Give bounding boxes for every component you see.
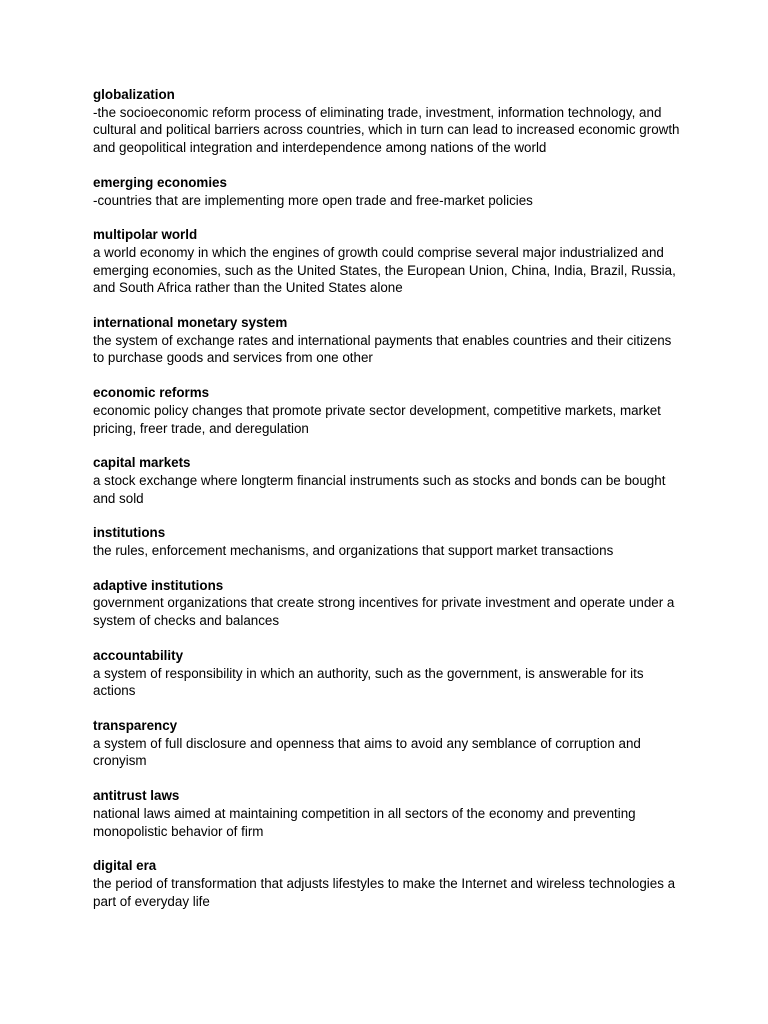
glossary-entry-transparency <box>93 717 683 770</box>
glossary-entry-institutions <box>93 524 683 559</box>
term-heading: institutions <box>93 525 166 541</box>
glossary-entry-economic-reforms <box>93 384 683 437</box>
term-definition: the system of exchange rates and international payments that enables countries and their citizens to purchase goods and services from one other <box>93 332 672 366</box>
term-definition: -countries that are implementing more open trade and free-market policies <box>93 192 533 208</box>
term-definition: a stock exchange where longterm financial instruments such as stocks and bonds can be bought and sold <box>93 472 666 506</box>
glossary-entry-adaptive-institutions <box>93 577 683 630</box>
term-heading: adaptive institutions <box>93 577 224 593</box>
term-heading: multipolar world <box>93 227 198 243</box>
term-definition: a system of responsibility in which an authority, such as the government, is answerable for its actions <box>93 665 644 699</box>
term-heading: accountability <box>93 647 184 663</box>
term-heading: digital era <box>93 858 157 874</box>
term-heading: globalization <box>93 87 175 102</box>
term-definition: -the socioeconomic reform process of eliminating trade, investment, information technology, and cultural and political barriers across countries, which in turn can lead to increased economic growth and geopolitical integration and interdependence among nations of the world <box>93 104 680 156</box>
term-definition: a world economy in which the engines of growth could comprise several major industrialized and emerging economies, such as the United States, the European Union, China, India, Brazil, Russia, and South Africa rather than the United States alone <box>93 244 676 296</box>
term-heading: international monetary system <box>93 315 288 331</box>
term-heading: emerging economies <box>93 174 227 190</box>
term-definition: the period of transformation that adjusts lifestyles to make the Internet and wireless technologies a part of everyday life <box>93 875 676 909</box>
term-heading: antitrust laws <box>93 788 180 804</box>
term-heading: capital markets <box>93 455 191 471</box>
term-definition: economic policy changes that promote private sector development, competitive markets, market pricing, freer trade, and deregulation <box>93 402 661 436</box>
term-definition: a system of full disclosure and openness that aims to avoid any semblance of corruption and cronyism <box>93 735 641 769</box>
term-definition: government organizations that create strong incentives for private investment and operate under a system of checks and balances <box>93 595 675 629</box>
glossary-entry-globalization <box>93 86 683 157</box>
glossary-entry-international-monetary-system <box>93 314 683 367</box>
glossary-entry-accountability <box>93 647 683 700</box>
glossary-page <box>93 86 683 927</box>
glossary-entry-multipolar-world <box>93 226 683 297</box>
glossary-entry-digital-era <box>93 857 683 910</box>
term-definition: national laws aimed at maintaining competition in all sectors of the economy and preventing monopolistic behavior of firm <box>93 805 636 839</box>
glossary-entry-antitrust-laws <box>93 787 683 840</box>
term-heading: economic reforms <box>93 385 210 401</box>
term-definition: the rules, enforcement mechanisms, and organizations that support market transactions <box>93 543 614 559</box>
term-heading: transparency <box>93 717 178 733</box>
glossary-entry-capital-markets <box>93 454 683 507</box>
glossary-entry-emerging-economies <box>93 174 683 209</box>
